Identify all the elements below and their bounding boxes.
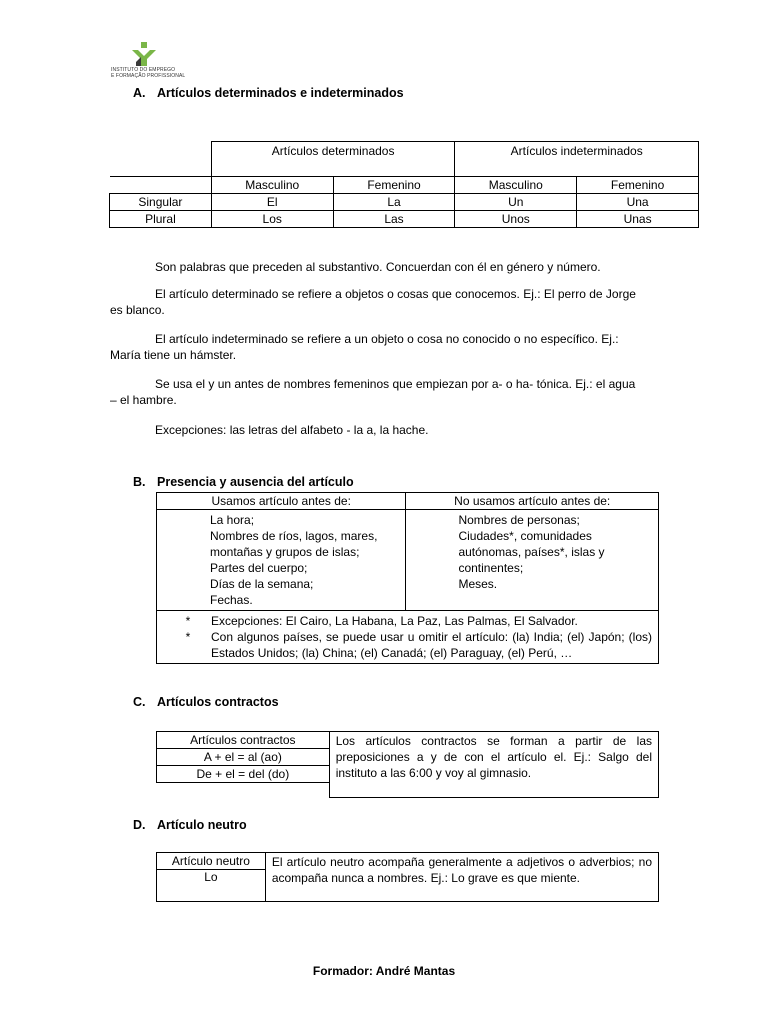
contract-header: Artículos contractos <box>157 732 330 749</box>
list-item: Ciudades*, comunidades autónomas, países*, islas y continentes; <box>458 529 605 575</box>
note-text: Excepciones: El Cairo, La Habana, La Paz, Las Palmas, El Salvador. <box>211 614 578 628</box>
row-label: Plural <box>110 211 212 228</box>
section-a-letter: A. <box>133 86 146 100</box>
contract-row: De + el = del (do) <box>157 766 330 783</box>
notes-cell <box>157 611 659 664</box>
col2-header: No usamos artículo antes de: <box>406 493 659 510</box>
section-c-letter: C. <box>133 695 146 709</box>
section-c-title: Artículos contractos <box>157 695 279 709</box>
table-cell: Unos <box>455 211 577 228</box>
neutral-value: Lo <box>157 870 266 902</box>
section-b-letter: B. <box>133 475 146 489</box>
table-cell: Las <box>333 211 455 228</box>
list-item: Nombres de personas; <box>458 513 580 527</box>
empty-label-cell <box>110 177 212 194</box>
no-article-list-cell <box>406 510 659 611</box>
neutral-header: Artículo neutro <box>157 853 266 870</box>
logo-line-1: INSTITUTO DO EMPREGO <box>111 67 176 73</box>
table-row <box>110 211 699 228</box>
use-article-list <box>210 512 395 608</box>
contract-row: A + el = al (ao) <box>157 749 330 766</box>
list-item: Partes del cuerpo; <box>210 561 308 575</box>
logo-text <box>111 67 185 79</box>
neutral-table <box>156 852 659 902</box>
no-article-list <box>458 512 644 592</box>
section-b-heading <box>133 475 354 489</box>
paragraph: El artículo indeterminado se refiere a un objeto o cosa no conocido o no específico. Ej.: María tiene un hámster. <box>110 332 619 362</box>
paragraph: Son palabras que preceden al substantivo. Concuerdan con él en género y número. <box>155 260 601 274</box>
subheader-cell: Femenino <box>333 177 455 194</box>
contract-description: Los artículos contractos se forman a partir de las preposiciones a y de con el artículo el. Ej.: Salgo del instituto a las 6:00 y voy al gimnasio. <box>329 732 658 798</box>
empty-cell <box>157 783 330 798</box>
list-item: Días de la semana; <box>210 577 314 591</box>
articles-table <box>109 141 699 228</box>
subheader-cell: Masculino <box>455 177 577 194</box>
table-cell: Una <box>577 194 699 211</box>
subheader-cell: Femenino <box>577 177 699 194</box>
table-cell: Los <box>211 211 333 228</box>
row-label: Singular <box>110 194 212 211</box>
section-a-title: Artículos determinados e indeterminados <box>157 86 404 100</box>
table-row <box>110 194 699 211</box>
iefp-logo-icon <box>130 42 158 66</box>
section-a-heading <box>133 86 404 100</box>
section-c-heading <box>133 695 279 709</box>
section-b-title: Presencia y ausencia del artículo <box>157 475 354 489</box>
paragraph: Excepciones: las letras del alfabeto - la a, la hache. <box>155 423 429 437</box>
presence-table <box>156 492 659 664</box>
note-row <box>165 629 652 661</box>
subheader-cell: Masculino <box>211 177 333 194</box>
list-item: Nombres de ríos, lagos, mares, montañas y grupos de islas; <box>210 529 378 559</box>
col1-header: Usamos artículo antes de: <box>157 493 406 510</box>
table-cell: Un <box>455 194 577 211</box>
section-d-title: Artículo neutro <box>157 818 247 832</box>
neutral-description: El artículo neutro acompaña generalmente a adjetivos o adverbios; no acompaña nunca a nombres. Ej.: Lo grave es que miente. <box>265 853 658 902</box>
table-cell: El <box>211 194 333 211</box>
paragraph: Se usa el y un antes de nombres femeninos que empiezan por a- o ha- tónica. Ej.: el agua – el hambre. <box>110 377 636 407</box>
use-article-list-cell <box>157 510 406 611</box>
footer-trainer: Formador: André Mantas <box>312 964 456 978</box>
header-indeterminados: Artículos indeterminados <box>455 142 699 177</box>
section-d-heading <box>133 818 247 832</box>
contract-table <box>156 731 659 798</box>
logo-line-2: E FORMAÇÃO PROFISSIONAL <box>111 73 186 79</box>
note-row <box>165 613 652 629</box>
section-d-letter: D. <box>133 818 146 832</box>
note-text: Con algunos países, se puede usar u omitir el artículo: (la) India; (el) Japón; (los) Estados Unidos; (la) China; (el) Canadá; (el) Paraguay, (el) Perú, … <box>211 630 652 660</box>
asterisk-icon: * <box>185 614 191 628</box>
paragraph: El artículo determinado se refiere a objetos o cosas que conocemos. Ej.: El perro de Jorge es blanco. <box>110 287 636 317</box>
empty-corner-cell <box>110 142 212 177</box>
list-item: Meses. <box>458 577 498 591</box>
list-item: La hora; <box>210 513 255 527</box>
table-cell: La <box>333 194 455 211</box>
list-item: Fechas. <box>210 593 253 607</box>
asterisk-icon: * <box>185 630 191 644</box>
table-cell: Unas <box>577 211 699 228</box>
header-determinados: Artículos determinados <box>211 142 455 177</box>
